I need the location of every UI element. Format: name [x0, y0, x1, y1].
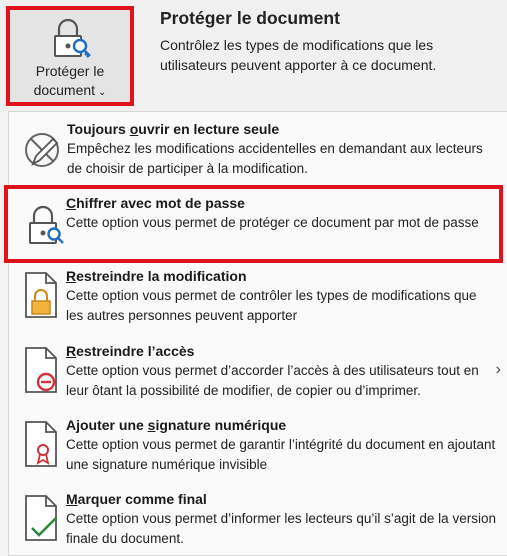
tooltip-title: Protéger le document — [160, 8, 340, 28]
menu-item-title: Chiffrer avec mot de passe — [66, 195, 245, 211]
menu-item-encrypt-password[interactable] — [4, 185, 503, 263]
protect-document-button[interactable] — [6, 6, 134, 106]
menu-item-title: Ajouter une signature numérique — [66, 417, 287, 433]
protect-document-label: Protéger le document ⌄ — [33, 63, 107, 98]
tooltip-description: Contrôlez les types de modifications que les utilisateurs peuvent apporter à ce document. — [160, 37, 437, 73]
menu-item-description: Cette option vous permet d’informer les lecteurs qu’il s’agit de la version finale du document. — [66, 511, 496, 546]
menu-item-description: Cette option vous permet de protéger ce document par mot de passe — [66, 215, 479, 230]
menu-item-title: Restreindre l’accès — [66, 343, 195, 359]
lock-key-icon — [26, 201, 64, 249]
menu-item-title: Toujours ouvrir en lecture seule — [67, 121, 280, 137]
protect-document-menu — [8, 111, 507, 556]
menu-item-read-only[interactable] — [9, 120, 507, 190]
menu-item-title: Marquer comme final — [66, 491, 207, 507]
submenu-arrow-icon[interactable]: › — [495, 361, 501, 378]
menu-item-description: Cette option vous permet de contrôler les types de modifications que les autres personnes peuvent apporter — [66, 288, 477, 323]
tooltip-panel — [160, 8, 500, 75]
menu-item-description: Empêchez les modifications accidentelles en demandant aux lecteurs de choisir de participer à la modification. — [67, 141, 483, 176]
menu-item-title: Restreindre la modification — [66, 268, 247, 284]
chevron-down-icon: ⌄ — [98, 87, 107, 98]
pencil-no-icon — [23, 126, 61, 174]
lock-key-icon — [48, 16, 92, 60]
ribbon-group — [0, 0, 507, 112]
menu-item-description: Cette option vous permet de garantir l’intégrité du document en ajoutant une signature numérique invisible — [66, 437, 496, 472]
menu-item-description: Cette option vous permet d’accorder l’accès à des utilisateurs tout en leur ôtant la possibilité de modifier, de copier ou d’imprimer. — [66, 363, 479, 398]
